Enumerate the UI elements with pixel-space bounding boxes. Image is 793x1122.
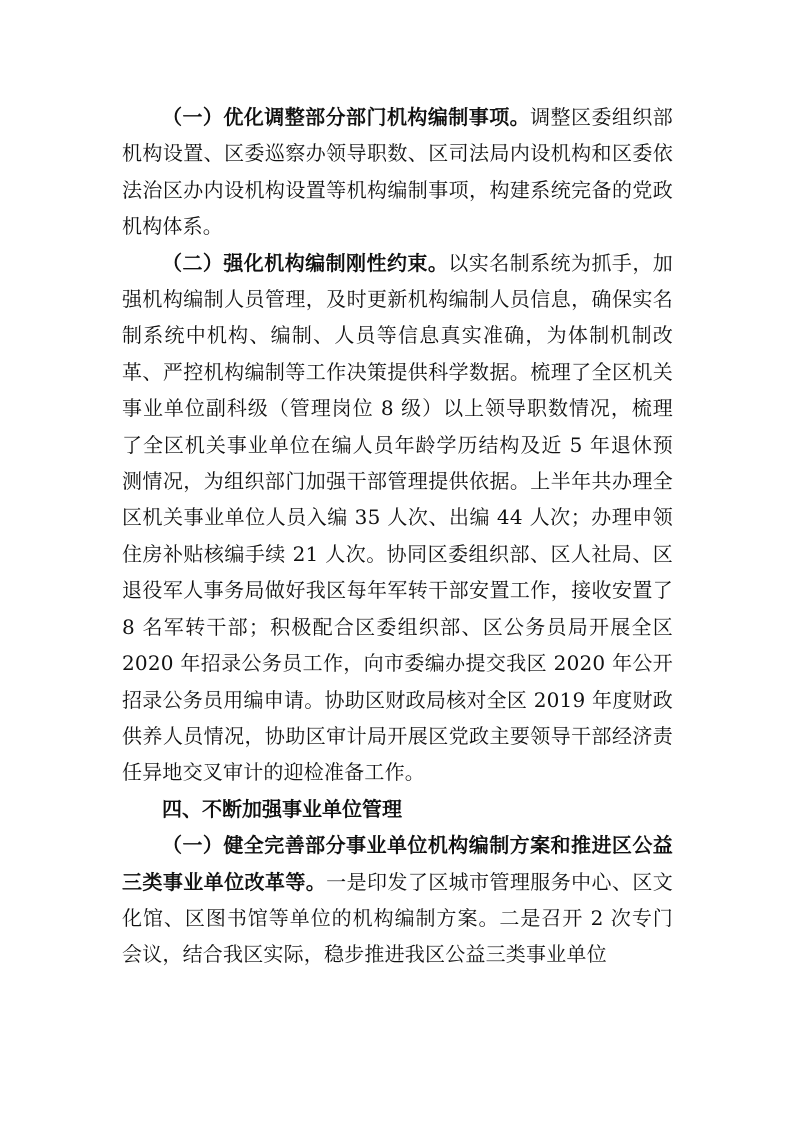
paragraph-text: 一是印发了区城市管理服务中心、区文化馆、区图书馆等单位的机构编制方案。二是召开 2 次专门会议，结合我区实际，稳步推进我区公益三类事业单位 bbox=[122, 869, 673, 967]
paragraph-text: 调整区委组织部机构设置、区委巡察办领导职数、区司法局内设机构和区委依法治区办内设机构设置等机构编制事项，构建系统完备的党政机构体系。 bbox=[122, 105, 673, 239]
paragraph-optimize-adjust bbox=[122, 99, 673, 245]
document-body bbox=[122, 99, 673, 973]
paragraph-lead: （一）健全完善部分事业单位机构编制方案和推进区公益三类事业单位改革等。 bbox=[122, 833, 673, 894]
paragraph-lead: （二）强化机构编制刚性约束。 bbox=[162, 250, 449, 275]
paragraph-lead: （一）优化调整部分部门机构编制事项。 bbox=[162, 105, 531, 129]
paragraph-improve-institutions bbox=[122, 827, 673, 973]
section-heading: 四、不断加强事业单位管理 bbox=[162, 796, 402, 821]
paragraph-text: 以实名制系统为抓手，加强机构编制人员管理，及时更新机构编制人员信息，确保实名制系统中机构、编制、人员等信息真实准确，为体制机制改革、严控机构编制等工作决策提供科学数据。梳理了全区机关事业单位副科级（管理岗位 8 级）以上领导职数情况，梳理了全区机关事业单位在编人员年龄学历结构及近 5 年退休预测情况，为组织部门加强干部管理提供依据。上半年共办理全区机关事业单位人员入编 35 人次、出编 44 人次；办理申领住房补贴核编手续 21 人次。协同区委组织部、区人社局、区退役军人事务局做好我区每年军转干部安置工作，接收安置了 8 名军转干部；积极配合区委组织部、区公务员局开展全区 2020 年招录公务员工作，向市委编办提交我区 2020 年公开招录公务员用编申请。协助区财政局核对全区 2019 年度财政供养人员情况，协助区审计局开展区党政主要领导干部经济责任异地交叉审计的迎检准备工作。 bbox=[122, 250, 673, 785]
paragraph-strengthen-constraint bbox=[122, 245, 673, 791]
